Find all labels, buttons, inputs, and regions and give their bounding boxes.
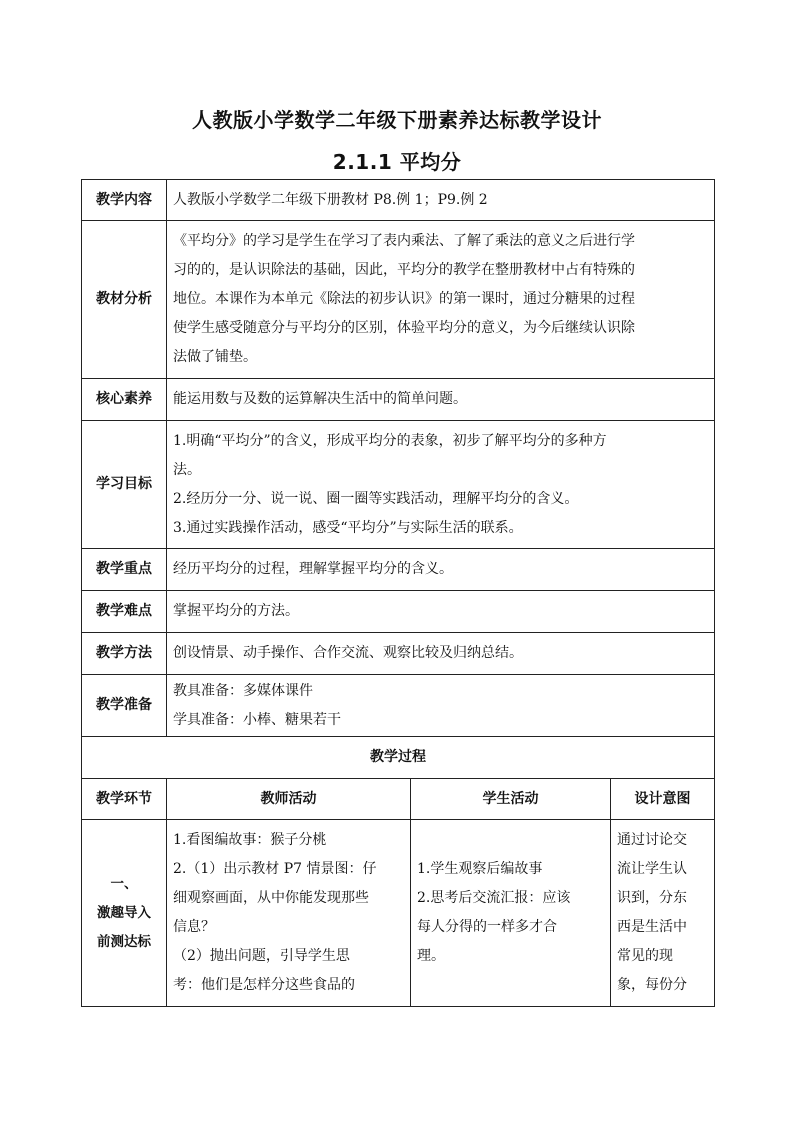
- header-stage: 教学环节: [82, 779, 167, 820]
- design-intent-line: 常见的现: [617, 948, 673, 964]
- lesson-plan-table: [81, 179, 715, 1007]
- value-teaching-content: 人教版小学数学二年级下册教材 P8.例 1；P9.例 2: [167, 180, 715, 221]
- row-process-headers: [82, 779, 715, 820]
- stage-1-label: [82, 820, 167, 1007]
- stage-1-label-line: 激趣导入: [97, 904, 151, 921]
- header-teacher-activity: 教师活动: [167, 779, 411, 820]
- document-subtitle: 2.1.1 平均分: [332, 150, 462, 174]
- stage-1-student-activity: [411, 820, 611, 1007]
- goal-line: 1.明确“平均分”的含义，形成平均分的表象，初步了解平均分的多种方: [173, 432, 607, 449]
- row-stage-1: [82, 820, 715, 1007]
- stage-1-design-intent: [611, 820, 715, 1007]
- design-intent-line: 流让学生认: [617, 861, 687, 877]
- row-teaching-method: [82, 633, 715, 675]
- label-difficulty: 教学难点: [82, 591, 167, 633]
- row-preparation: [82, 675, 715, 737]
- stage-1-label-line: 前测达标: [97, 933, 151, 950]
- value-preparation: [167, 675, 715, 737]
- row-teaching-content: [82, 180, 715, 221]
- value-teaching-method: 创设情景、动手操作、合作交流、观察比较及归纳总结。: [167, 633, 715, 675]
- row-key-point: [82, 549, 715, 591]
- design-intent-line: 通过讨论交: [617, 832, 687, 848]
- label-material-analysis: 教材分析: [82, 221, 167, 379]
- stage-1-label-line: 一、: [110, 875, 138, 892]
- row-learning-goals: [82, 421, 715, 549]
- goal-line: 3.通过实践操作活动，感受“平均分”与实际生活的联系。: [173, 519, 523, 536]
- goal-line: 法。: [173, 461, 201, 478]
- analysis-line: 地位。本课作为本单元《除法的初步认识》的第一课时，通过分糖果的过程: [173, 291, 635, 307]
- row-process-section: [82, 737, 715, 779]
- analysis-line: 使学生感受随意分与平均分的区别，体验平均分的意义，为今后继续认识除: [173, 320, 635, 336]
- teacher-activity-line: 细观察画面，从中你能发现那些: [173, 890, 369, 906]
- label-teaching-method: 教学方法: [82, 633, 167, 675]
- row-material-analysis: [82, 221, 715, 379]
- value-learning-goals: [167, 421, 715, 549]
- label-core-literacy: 核心素养: [82, 379, 167, 421]
- teacher-activity-line: 2.（1）出示教材 P7 情景图：仔: [173, 861, 377, 877]
- preparation-line: 教具准备：多媒体课件: [173, 682, 313, 699]
- teacher-activity-line: 考：他们是怎样分这些食品的: [173, 977, 355, 993]
- row-difficulty: [82, 591, 715, 633]
- row-core-literacy: [82, 379, 715, 421]
- label-preparation: 教学准备: [82, 675, 167, 737]
- value-material-analysis: [167, 221, 715, 379]
- label-learning-goals: 学习目标: [82, 421, 167, 549]
- student-activity-line: 每人分得的一样多才合: [417, 919, 557, 935]
- design-intent-line: 识到，分东: [617, 890, 687, 906]
- teacher-activity-line: 1.看图编故事：猴子分桃: [173, 832, 327, 848]
- goal-line: 2.经历分一分、说一说、圈一圈等实践活动，理解平均分的含义。: [173, 490, 579, 507]
- document-title: 人教版小学数学二年级下册素养达标教学设计: [192, 108, 602, 132]
- label-key-point: 教学重点: [82, 549, 167, 591]
- stage-1-teacher-activity: [167, 820, 411, 1007]
- teacher-activity-line: （2）抛出问题，引导学生思: [173, 948, 350, 964]
- header-student-activity: 学生活动: [411, 779, 611, 820]
- teacher-activity-line: 信息？: [173, 919, 215, 935]
- header-design-intent: 设计意图: [611, 779, 715, 820]
- student-activity-line: 2.思考后交流汇报：应该: [417, 890, 571, 906]
- student-activity-line: 1.学生观察后编故事: [417, 861, 543, 877]
- value-core-literacy: 能运用数与及数的运算解决生活中的简单问题。: [167, 379, 715, 421]
- analysis-line: 《平均分》的学习是学生在学习了表内乘法、了解了乘法的意义之后进行学: [173, 233, 635, 249]
- preparation-line: 学具准备：小棒、糖果若干: [173, 711, 341, 728]
- student-activity-line: 理。: [417, 948, 445, 964]
- analysis-line: 习的的，是认识除法的基础，因此，平均分的教学在整册教材中占有特殊的: [173, 262, 635, 278]
- design-intent-line: 西是生活中: [617, 919, 687, 935]
- value-key-point: 经历平均分的过程，理解掌握平均分的含义。: [167, 549, 715, 591]
- value-difficulty: 掌握平均分的方法。: [167, 591, 715, 633]
- analysis-line: 法做了铺垫。: [173, 349, 257, 365]
- process-section-title: 教学过程: [82, 737, 715, 779]
- design-intent-line: 象，每份分: [617, 977, 687, 993]
- label-teaching-content: 教学内容: [82, 180, 167, 221]
